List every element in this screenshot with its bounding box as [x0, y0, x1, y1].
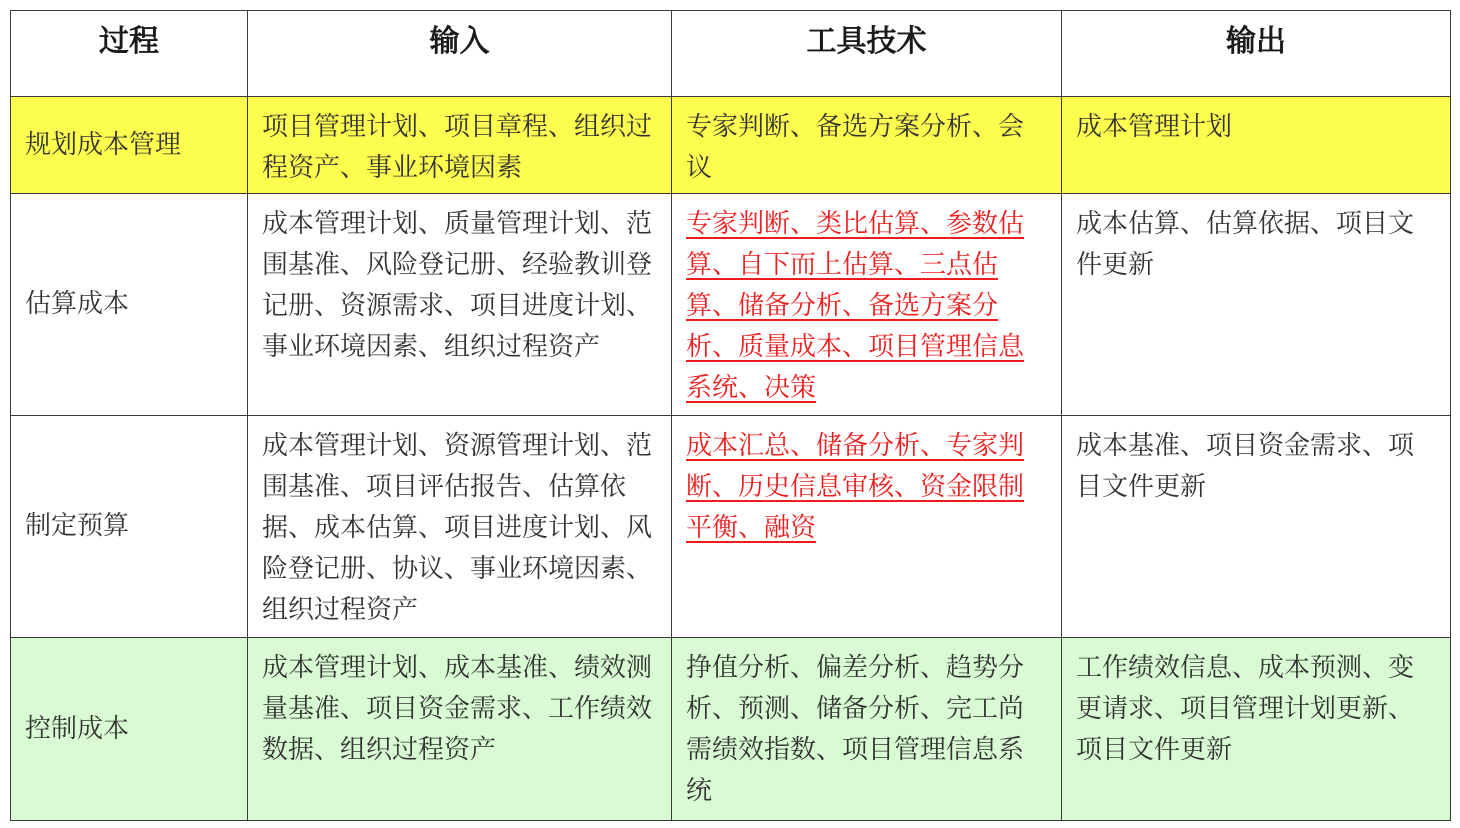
process-cell: 控制成本 [11, 638, 248, 821]
inputs-cell: 项目管理计划、项目章程、组织过程资产、事业环境因素 [248, 97, 672, 194]
table-row [11, 638, 1451, 821]
inputs-cell: 成本管理计划、资源管理计划、范围基准、项目评估报告、估算依据、成本估算、项目进度计划、风险登记册、协议、事业环境因素、组织过程资产 [248, 416, 672, 638]
table-row [11, 97, 1451, 194]
outputs-cell: 成本估算、估算依据、项目文件更新 [1062, 194, 1451, 416]
tools-cell-highlighted: 专家判断、类比估算、参数估算、自下而上估算、三点估算、储备分析、备选方案分析、质量成本、项目管理信息系统、决策 [672, 194, 1062, 416]
inputs-cell: 成本管理计划、成本基准、绩效测量基准、项目资金需求、工作绩效数据、组织过程资产 [248, 638, 672, 821]
inputs-cell: 成本管理计划、质量管理计划、范围基准、风险登记册、经验教训登记册、资源需求、项目进度计划、事业环境因素、组织过程资产 [248, 194, 672, 416]
tools-cell: 挣值分析、偏差分析、趋势分析、预测、储备分析、完工尚需绩效指数、项目管理信息系统 [672, 638, 1062, 821]
process-cell: 规划成本管理 [11, 97, 248, 194]
cost-management-process-table [10, 10, 1451, 821]
header-inputs: 输入 [248, 11, 672, 97]
header-tools: 工具技术 [672, 11, 1062, 97]
process-cell: 估算成本 [11, 194, 248, 416]
table-row [11, 194, 1451, 416]
outputs-cell: 成本管理计划 [1062, 97, 1451, 194]
outputs-cell: 工作绩效信息、成本预测、变更请求、项目管理计划更新、项目文件更新 [1062, 638, 1451, 821]
table-row [11, 416, 1451, 638]
outputs-cell: 成本基准、项目资金需求、项目文件更新 [1062, 416, 1451, 638]
tools-cell: 专家判断、备选方案分析、会议 [672, 97, 1062, 194]
header-row [11, 11, 1451, 97]
header-process: 过程 [11, 11, 248, 97]
process-cell: 制定预算 [11, 416, 248, 638]
header-outputs: 输出 [1062, 11, 1451, 97]
tools-cell-highlighted: 成本汇总、储备分析、专家判断、历史信息审核、资金限制平衡、融资 [672, 416, 1062, 638]
